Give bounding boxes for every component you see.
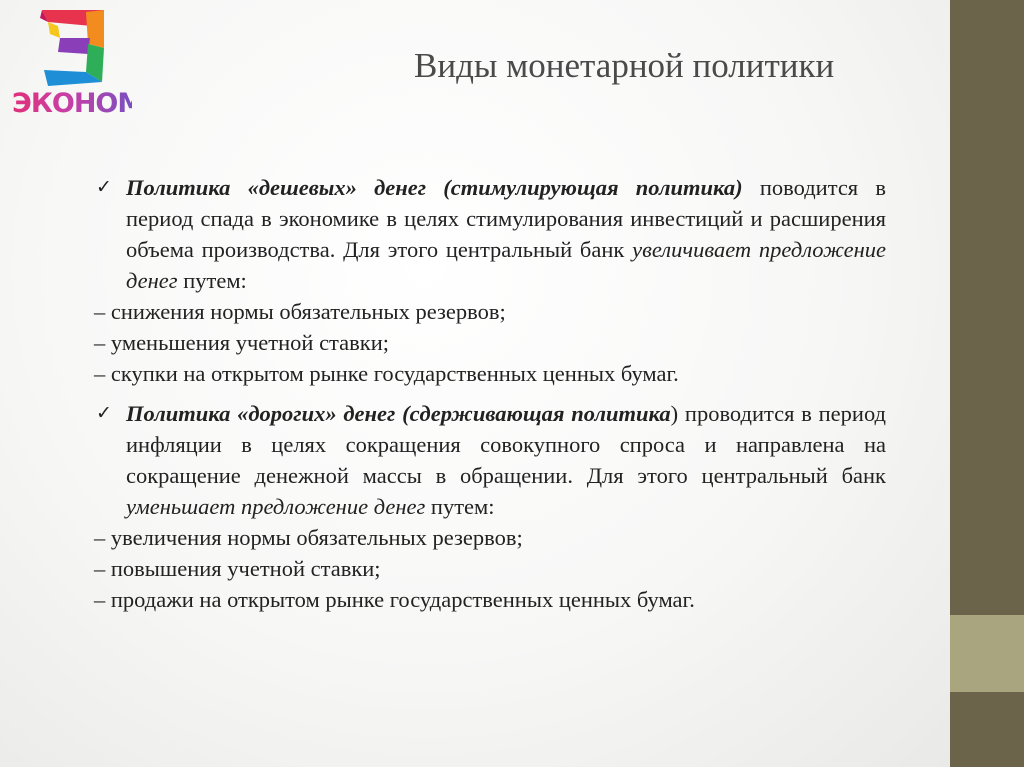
policy-heading: Политика «дешевых» денег (стимулирующая политика) <box>126 175 743 200</box>
slide-title: Виды монетарной политики <box>414 46 835 85</box>
side-bar-bottom <box>950 692 1024 767</box>
list-item: – уменьшения учетной ставки; <box>94 330 389 355</box>
list-item: – увеличения нормы обязательных резервов; <box>94 525 523 550</box>
logo-mark-icon <box>38 8 108 88</box>
policy-heading-close: ) <box>670 401 679 426</box>
policy-block-cheap-money <box>94 172 886 296</box>
policy-tail: путем: <box>425 494 495 519</box>
policy-body: проводится в период инфляции в целях сокращения совокупного спроса и направлена на сокращение денежной массы в обращении. Для этого центральный банк <box>126 401 886 488</box>
side-bar-accent <box>950 615 1024 692</box>
policy-tail: путем: <box>177 268 247 293</box>
list-item: – снижения нормы обязательных резервов; <box>94 299 506 324</box>
logo-text: ЭКОНОМ <box>12 88 144 119</box>
slide-content <box>94 172 886 615</box>
logo <box>8 8 144 120</box>
side-bar-top <box>950 0 1024 615</box>
policy-body: поводится в период спада в экономике в целях стимулирования инвестиций и расширения объема производства. Для этого центральный банк <box>126 175 887 262</box>
list-item: – повышения учетной ставки; <box>94 556 381 581</box>
policy-emphasis: уменьшает предложение денег <box>126 494 426 519</box>
policy-heading: Политика «дорогих» денег (сдерживающая политика <box>126 401 671 426</box>
list-item: – скупки на открытом рынке государственных ценных бумаг. <box>94 361 679 386</box>
policy-block-dear-money <box>94 398 886 522</box>
list-item: – продажи на открытом рынке государственных ценных бумаг. <box>94 587 695 612</box>
checkmark-icon: ✓ <box>96 402 112 424</box>
checkmark-icon: ✓ <box>96 176 112 198</box>
policy-emphasis: увеличивает предложение денег <box>126 237 886 293</box>
